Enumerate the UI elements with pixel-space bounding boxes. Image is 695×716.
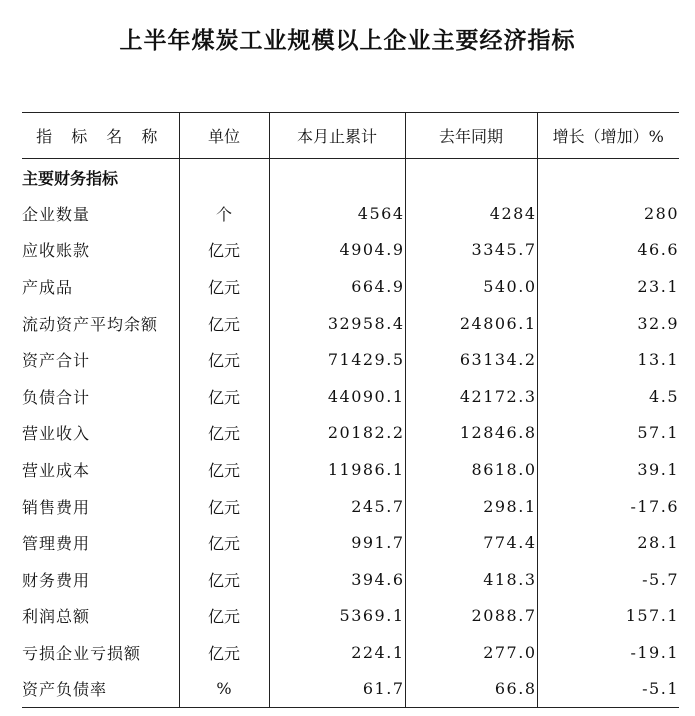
- growth-value-cell: -17.6: [537, 488, 679, 525]
- current-value-cell: 224.1: [269, 634, 405, 671]
- table-row: [22, 598, 679, 635]
- header-unit: 单位: [179, 113, 269, 159]
- unit-cell: 亿元: [179, 561, 269, 598]
- header-growth: 增长（增加）%: [537, 113, 679, 159]
- current-value-cell: 4904.9: [269, 232, 405, 269]
- growth-value-cell: 57.1: [537, 415, 679, 452]
- section-row: [22, 159, 679, 196]
- table-row: [22, 378, 679, 415]
- indicator-name-cell: 资产负债率: [22, 671, 179, 708]
- indicator-name-cell: 财务费用: [22, 570, 91, 590]
- indicator-name-cell: 利润总额: [22, 607, 91, 627]
- section-label: 主要财务指标: [22, 168, 119, 188]
- current-value-cell: 32958.4: [269, 305, 405, 342]
- growth-value-cell: 280: [537, 195, 679, 232]
- table-row: [22, 488, 679, 525]
- indicator-name-cell: 企业数量: [22, 204, 91, 224]
- indicator-name-cell: 资产合计: [22, 351, 91, 371]
- current-value-cell: 61.7: [269, 671, 405, 708]
- page-title: 上半年煤炭工业规模以上企业主要经济指标: [119, 28, 576, 54]
- table-header-row: [22, 113, 679, 159]
- current-value-cell: 664.9: [269, 268, 405, 305]
- table-row: [22, 415, 679, 452]
- unit-cell: 亿元: [179, 232, 269, 269]
- prior-value-cell: 66.8: [405, 671, 537, 708]
- table-row: [22, 634, 679, 671]
- growth-value-cell: 46.6: [537, 232, 679, 269]
- indicator-name-cell: 营业收入: [22, 424, 91, 444]
- current-value-cell: 4564: [269, 195, 405, 232]
- unit-cell: 亿元: [179, 451, 269, 488]
- table-row: [22, 232, 679, 269]
- unit-cell: 亿元: [179, 415, 269, 452]
- unit-cell: 亿元: [179, 634, 269, 671]
- growth-value-cell: -5.7: [537, 561, 679, 598]
- current-value-cell: 71429.5: [269, 341, 405, 378]
- growth-value-cell: -5.1: [537, 671, 679, 708]
- prior-value-cell: 540.0: [405, 268, 537, 305]
- prior-value-cell: 298.1: [405, 488, 537, 525]
- indicator-name-cell: 应收账款: [22, 241, 91, 261]
- current-value-cell: 20182.2: [269, 415, 405, 452]
- table-row: [22, 451, 679, 488]
- indicator-name-cell: 营业成本: [22, 461, 91, 481]
- prior-value-cell: 24806.1: [405, 305, 537, 342]
- table-row: [22, 195, 679, 232]
- unit-cell: 亿元: [179, 488, 269, 525]
- growth-value-cell: 13.1: [537, 341, 679, 378]
- indicator-name-cell: 亏损企业亏损额: [22, 644, 142, 664]
- prior-value-cell: 418.3: [405, 561, 537, 598]
- unit-cell: 个: [179, 195, 269, 232]
- header-prior-year: 去年同期: [405, 113, 537, 159]
- indicators-table: [22, 112, 679, 708]
- indicator-name-cell: 产成品: [22, 278, 74, 298]
- prior-value-cell: 277.0: [405, 634, 537, 671]
- current-value-cell: 245.7: [269, 488, 405, 525]
- current-value-cell: 11986.1: [269, 451, 405, 488]
- indicator-name-cell: 流动资产平均余额: [22, 314, 159, 334]
- prior-value-cell: 63134.2: [405, 341, 537, 378]
- current-value-cell: 44090.1: [269, 378, 405, 415]
- growth-value-cell: 39.1: [537, 451, 679, 488]
- table-row: [22, 561, 679, 598]
- current-value-cell: 991.7: [269, 524, 405, 561]
- growth-value-cell: 28.1: [537, 524, 679, 561]
- current-value-cell: 5369.1: [269, 598, 405, 635]
- unit-cell: 亿元: [179, 341, 269, 378]
- unit-cell: 亿元: [179, 305, 269, 342]
- growth-value-cell: 4.5: [537, 378, 679, 415]
- prior-value-cell: 2088.7: [405, 598, 537, 635]
- prior-value-cell: 12846.8: [405, 415, 537, 452]
- table-row: [22, 268, 679, 305]
- header-current-cumulative: 本月止累计: [269, 113, 405, 159]
- growth-value-cell: 23.1: [537, 268, 679, 305]
- indicator-name-cell: 销售费用: [22, 497, 91, 517]
- growth-value-cell: -19.1: [537, 634, 679, 671]
- prior-value-cell: 3345.7: [405, 232, 537, 269]
- prior-value-cell: 42172.3: [405, 378, 537, 415]
- prior-value-cell: 8618.0: [405, 451, 537, 488]
- table-row: [22, 305, 679, 342]
- table-row: [22, 341, 679, 378]
- unit-cell: 亿元: [179, 598, 269, 635]
- unit-cell: %: [179, 671, 269, 708]
- growth-value-cell: 157.1: [537, 598, 679, 635]
- unit-cell: 亿元: [179, 268, 269, 305]
- current-value-cell: 394.6: [269, 561, 405, 598]
- table-row: [22, 671, 679, 708]
- table-row: [22, 524, 679, 561]
- prior-value-cell: 4284: [405, 195, 537, 232]
- unit-cell: 亿元: [179, 524, 269, 561]
- growth-value-cell: 32.9: [537, 305, 679, 342]
- unit-cell: 亿元: [179, 378, 269, 415]
- indicator-name-cell: 负债合计: [22, 387, 91, 407]
- prior-value-cell: 774.4: [405, 524, 537, 561]
- header-indicator-name: 指 标 名 称: [22, 113, 179, 159]
- indicator-name-cell: 管理费用: [22, 534, 91, 554]
